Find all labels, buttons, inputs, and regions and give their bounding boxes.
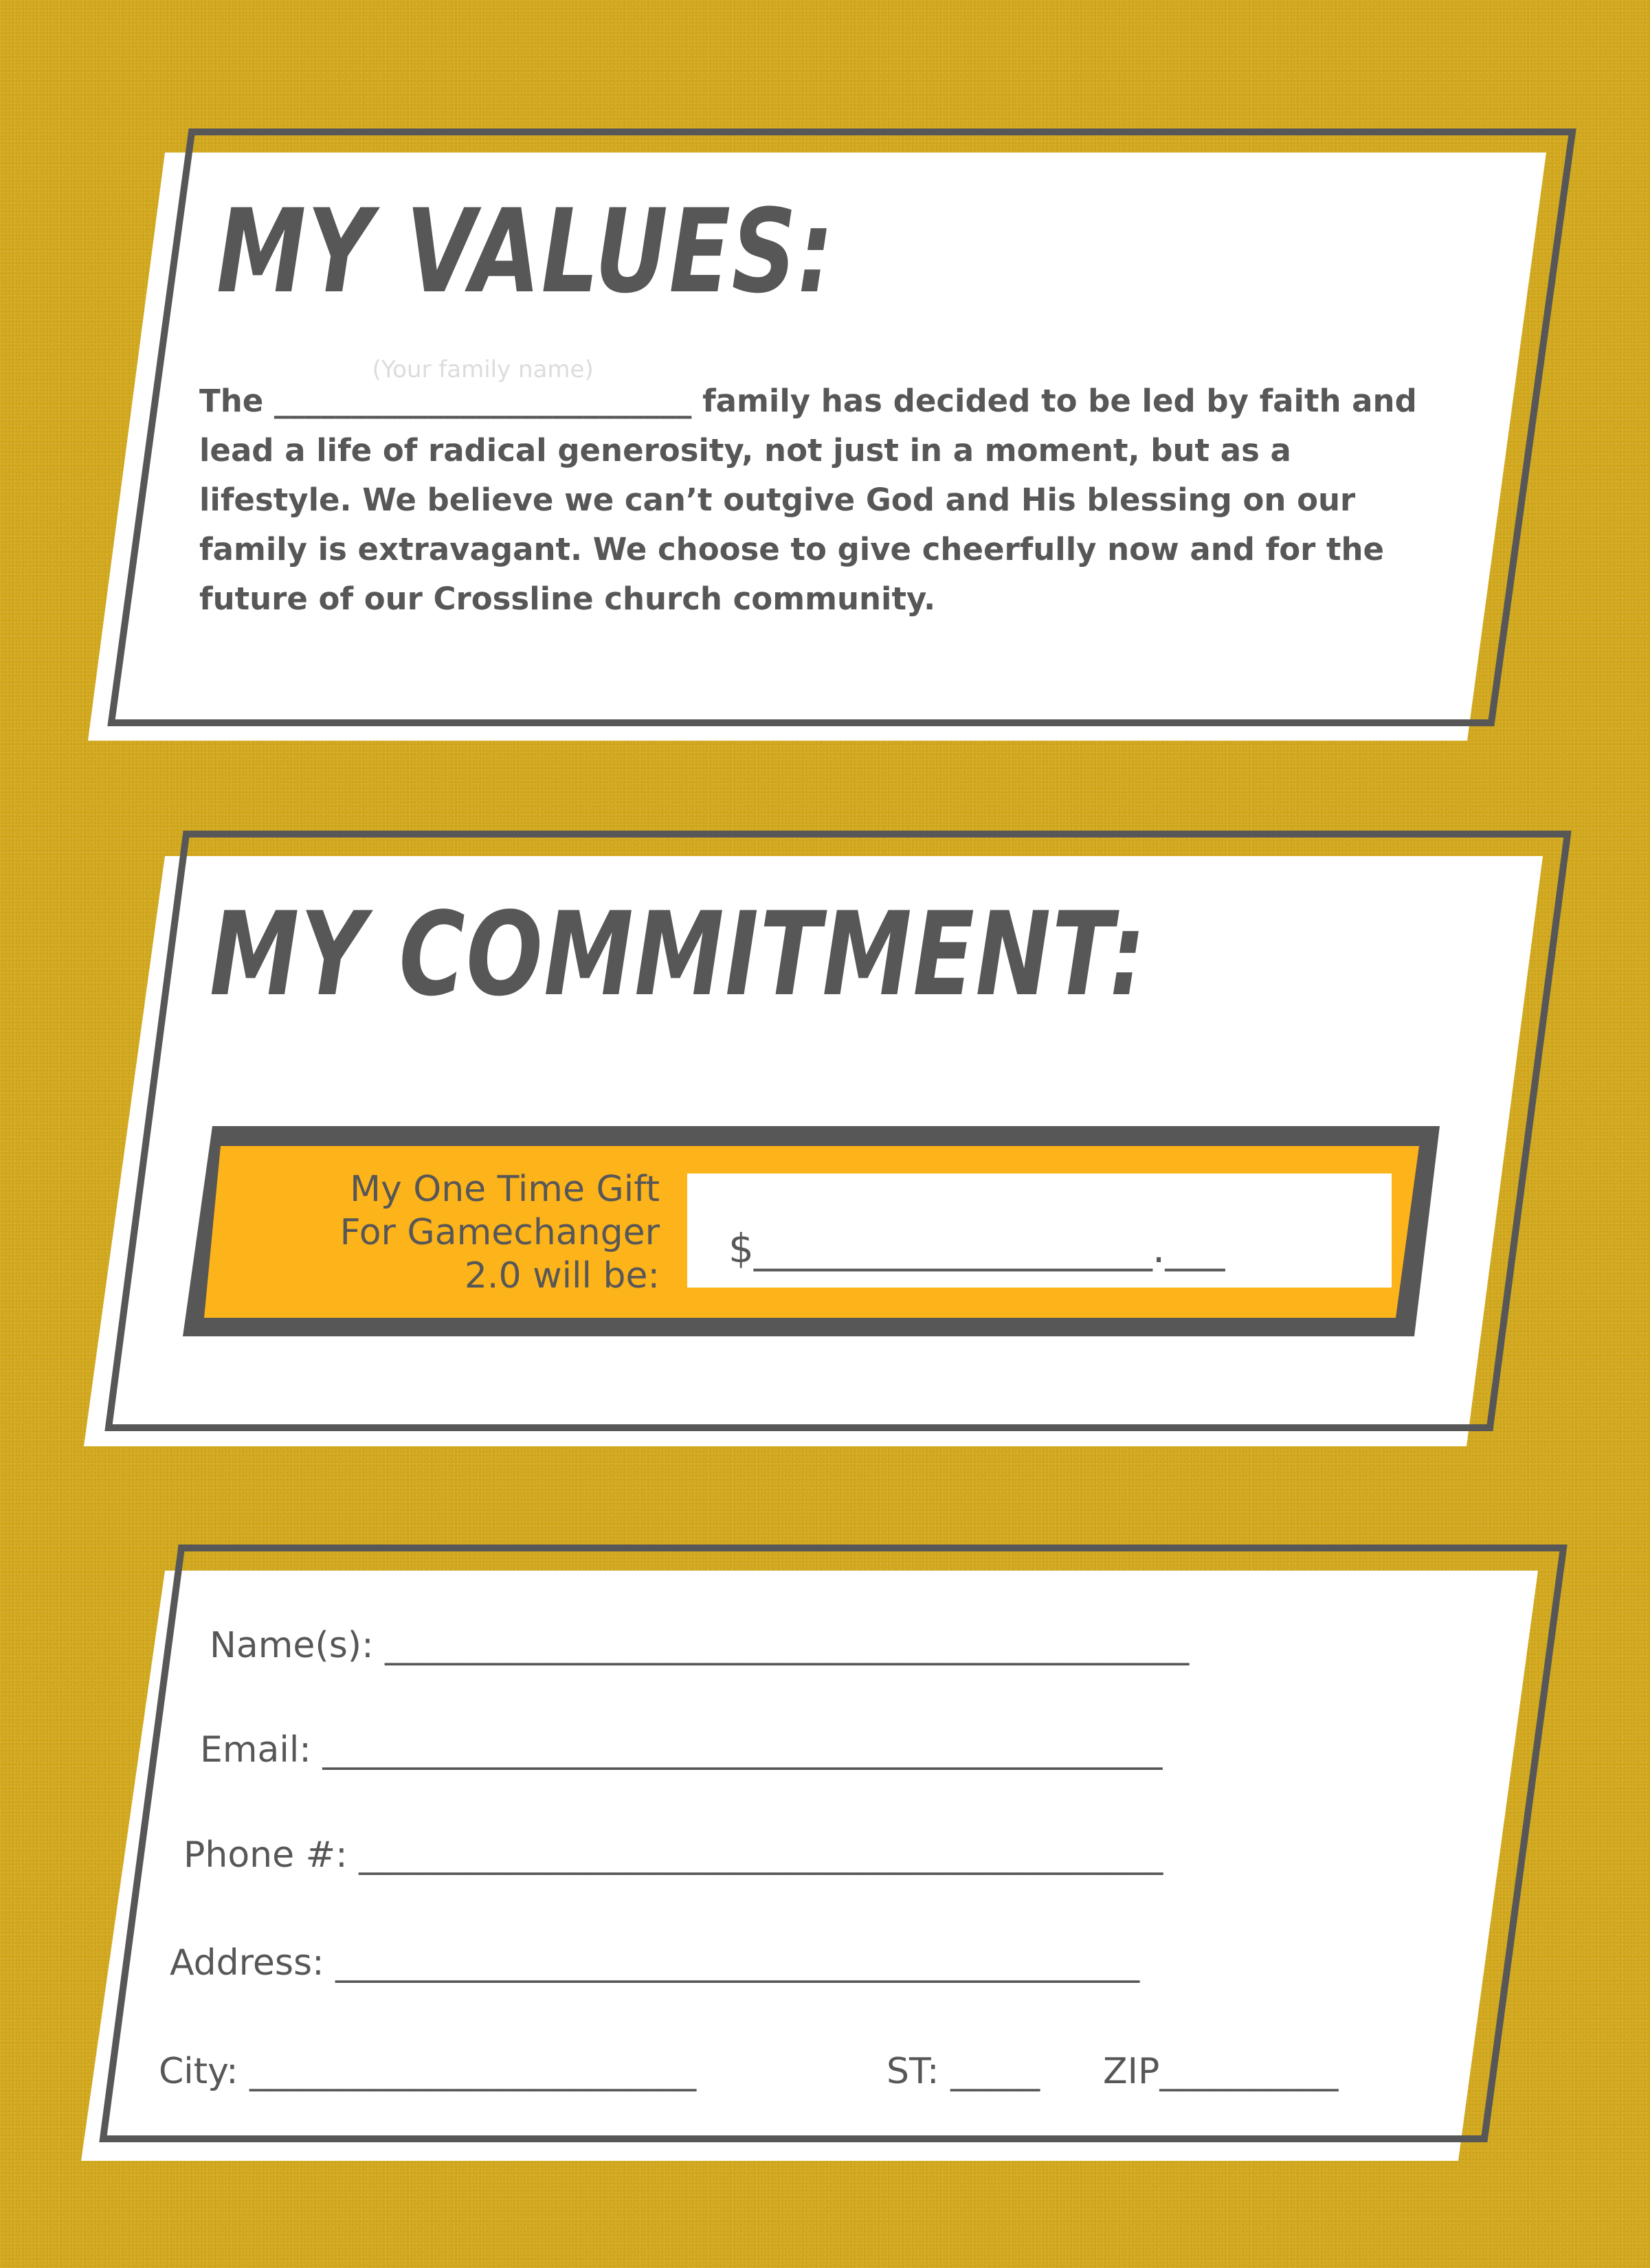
family-name-blank: ___________________________ [274, 383, 692, 419]
family-name-placeholder: (Your family name) [372, 356, 594, 383]
city-field[interactable]: City: _________________________ [159, 2051, 697, 2092]
zip-field[interactable]: ZIP__________ [1103, 2051, 1339, 2092]
my-values-heading: MY VALUES: [216, 184, 835, 319]
my-commitment-heading: MY COMMITMENT: [210, 887, 1147, 1022]
name-field[interactable]: Name(s): _____________________________________________ [210, 1625, 1190, 1666]
values-statement [199, 356, 1450, 624]
family-name-field[interactable] [274, 356, 692, 426]
gift-amount-line[interactable]: $____________________.___ [728, 1225, 1225, 1272]
address-field[interactable]: Address: _____________________________________________ [170, 1942, 1140, 1984]
email-field[interactable]: Email: _______________________________________________ [200, 1729, 1163, 1771]
state-field[interactable]: ST: _____ [887, 2051, 1040, 2092]
values-text-before: The [199, 383, 274, 419]
values-text-after: family has decided to be led by faith and lead a life of radical generosity, not just in a moment, but as a lifestyle. We believe we can’t outgive God and His blessing on our family is extravagant. We choose to give cheerfully now and for the future of our Crossline church community. [199, 383, 1417, 617]
gift-label: My One Time Gift For Gamechanger 2.0 will be: [339, 1169, 660, 1296]
phone-field[interactable]: Phone #: _____________________________________________ [183, 1834, 1163, 1876]
